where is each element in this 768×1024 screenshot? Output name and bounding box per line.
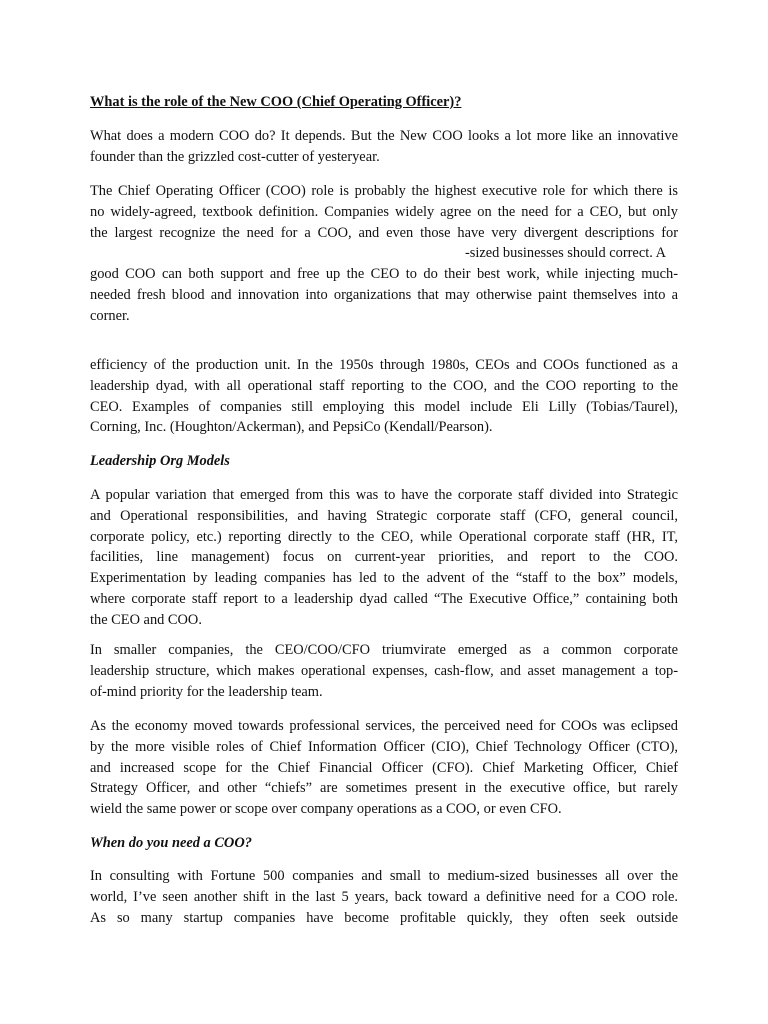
text-line: no widely-agreed, textbook definition. Companies widely agree on the need for a CEO, but only	[90, 203, 678, 220]
text-line: Experimentation by leading companies has led to the advent of the “staff to the box” models,	[90, 570, 678, 587]
text-line: As the economy moved towards professional services, the perceived need for COOs was eclipsed	[90, 718, 678, 734]
text-line: corporate policy, etc.) reporting directly to the CEO, while Operational corporate staff (HR, IT,	[90, 528, 678, 545]
text-line: leadership structure, which makes operational expenses, cash-flow, and asset management a top-	[90, 662, 678, 679]
intro-paragraph	[90, 126, 678, 168]
text-line: where corporate staff report to a leadership dyad called “The Executive Office,” containing both	[90, 590, 678, 607]
text-line: CEO. Examples of companies still employing this model include Eli Lilly (Tobias/Taurel),	[90, 398, 678, 415]
paragraph-professional-services	[90, 716, 678, 820]
text-line: good COO can both support and free up the CEO to do their best work, while injecting much-	[90, 266, 678, 283]
text-line: and Operational responsibilities, and having Strategic corporate staff (CFO, general council,	[90, 507, 678, 524]
text-line: In consulting with Fortune 500 companies and small to medium-sized businesses all over the	[90, 868, 678, 884]
text-line: As so many startup companies have become profitable quickly, they often seek outside	[90, 909, 678, 926]
page-title: What is the role of the New COO (Chief Operating Officer)?	[90, 94, 462, 110]
section-heading-when-need-coo: When do you need a COO?	[90, 835, 252, 851]
paragraph-consulting	[90, 866, 678, 928]
section-heading-org-models: Leadership Org Models	[90, 453, 230, 469]
text-line: Strategy Officer, and other “chiefs” are sometimes present in the executive office, but rarely	[90, 780, 678, 797]
text-line: The Chief Operating Officer (COO) role is probably the highest executive role for which there is	[90, 183, 678, 199]
paragraph-coo-definition	[90, 181, 678, 327]
text-line: What does a modern COO do? It depends. But the New COO looks a lot more like an innovative	[90, 128, 678, 144]
text-line: of-mind priority for the leadership team.	[90, 683, 323, 700]
text-line: and increased scope for the Chief Financial Officer (CFO). Chief Marketing Officer, Chief	[90, 759, 678, 776]
text-line: corner.	[90, 307, 130, 324]
text-line: the CEO and COO.	[90, 611, 202, 628]
text-line: by the more visible roles of Chief Information Officer (CIO), Chief Technology Officer (CTO),	[90, 738, 678, 755]
text-line: world, I’ve seen another shift in the last 5 years, back toward a definitive need for a COO role.	[90, 888, 678, 905]
text-line: needed fresh blood and innovation into organizations that may otherwise paint themselves into a	[90, 286, 678, 303]
text-line: A popular variation that emerged from this was to have the corporate staff divided into Strategic	[90, 487, 678, 503]
text-line: founder than the grizzled cost-cutter of yesteryear.	[90, 148, 380, 165]
text-line: wield the same power or scope over company operations as a COO, or even CFO.	[90, 801, 562, 818]
paragraph-smaller-companies	[90, 640, 678, 702]
text-line: -sized businesses should correct. A	[464, 245, 666, 262]
paragraph-org-models	[90, 485, 678, 631]
text-line: efficiency of the production unit. In the 1950s through 1980s, CEOs and COOs functioned as a	[90, 357, 678, 373]
paragraph-history	[90, 355, 678, 438]
text-line: leadership dyad, with all operational staff reporting to the COO, and the COO reporting to the	[90, 377, 678, 394]
text-line: In smaller companies, the CEO/COO/CFO triumvirate emerged as a common corporate	[90, 642, 678, 658]
text-line: Corning, Inc. (Houghton/Ackerman), and PepsiCo (Kendall/Pearson).	[90, 419, 493, 436]
text-line: facilities, line management) focus on current-year priorities, and report to the COO.	[90, 549, 678, 566]
text-line: the largest recognize the need for a COO, and even those have very divergent descriptions for	[90, 224, 678, 241]
